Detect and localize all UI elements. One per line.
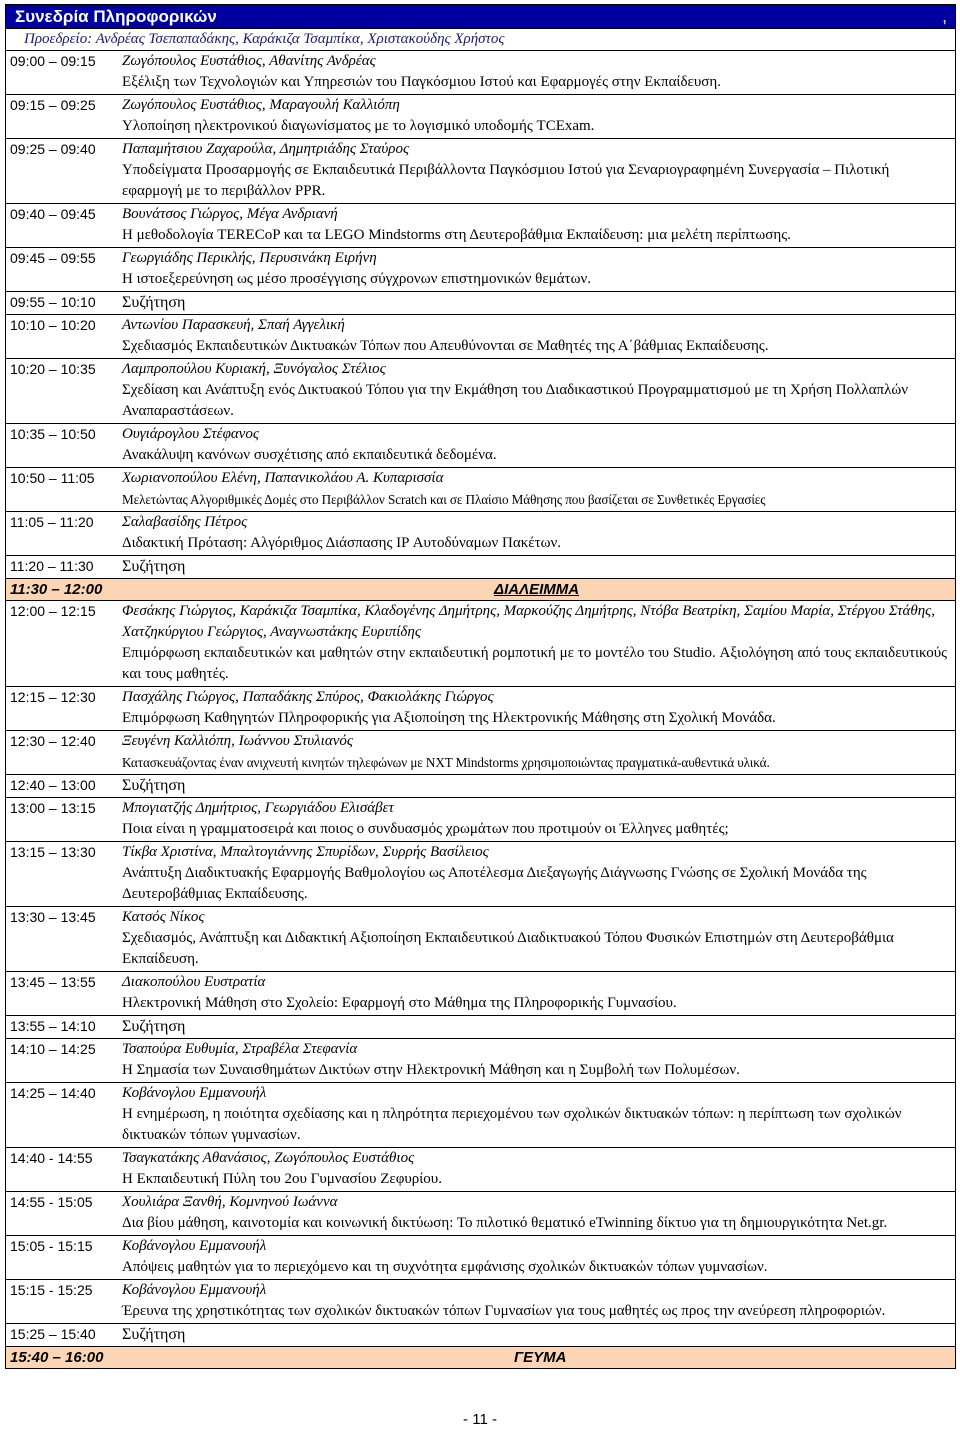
schedule-slot xyxy=(6,774,955,797)
slot-paper-title: Επιμόρφωση εκπαιδευτικών και μαθητών στην εκπαιδευτική ρομποτική με το μοντέλο του Studio. Αξιολόγηση από τους εκπαιδευτικούς και τους μαθητές. xyxy=(122,645,948,682)
schedule-slot xyxy=(6,797,955,841)
slot-paper-title: Ποια είναι η γραμματοσειρά και ποιος ο συνδυασμός χρωμάτων που προτιμούν οι Έλληνες μαθητές; xyxy=(122,821,729,837)
slot-authors: Ζωγόπουλος Ευστάθιος, Μαραγουλή Καλλιόπη xyxy=(122,97,400,113)
slot-time: 12:40 – 13:00 xyxy=(10,777,96,793)
slot-paper-title: Η μεθοδολογία TERECoP και τα LEGO Mindstorms στη Δευτεροβάθμια Εκπαίδευση: μια μελέτη περίπτωσης. xyxy=(122,227,791,243)
slot-paper-title: Μελετώντας Αλγοριθμικές Δομές στο Περιβάλλον Scratch και σε Πλαίσιο Μάθησης που βασίζεται σε Συνθετικές Εργασίες xyxy=(122,492,766,507)
slot-authors: Κοβάνογλου Εμμανουήλ xyxy=(122,1238,267,1254)
slot-authors: Τσαγκατάκης Αθανάσιος, Ζωγόπουλος Ευστάθιος xyxy=(122,1150,415,1166)
lunch-time: 15:40 – 16:00 xyxy=(10,1349,104,1366)
slot-time: 09:45 – 09:55 xyxy=(10,250,96,266)
slot-content xyxy=(122,972,955,1014)
slots-morning xyxy=(6,50,955,578)
lunch-label: ΓΕΥΜΑ xyxy=(514,1349,567,1366)
slot-paper-title: Κατασκευάζοντας έναν ανιχνευτή κινητών τηλεφώνων με NXT Mindstorms χρησιμοποιώντας πραγματικά-αυθεντικά υλικά. xyxy=(122,755,770,770)
discussion-label: Συζήτηση xyxy=(122,1326,186,1343)
slot-content xyxy=(122,601,955,685)
slot-time: 09:00 – 09:15 xyxy=(10,53,96,69)
schedule-slot xyxy=(6,1279,955,1323)
slot-paper-title: Σχεδιασμός Εκπαιδευτικών Δικτυακών Τόπων που Απευθύνονται σε Μαθητές της Α΄βάθμιας Εκπαίδευσης. xyxy=(122,338,769,354)
slot-paper-title: Η Εκπαιδευτική Πύλη του 2ου Γυμνασίου Ζεφυρίου. xyxy=(122,1171,442,1187)
slot-content xyxy=(122,1083,955,1146)
schedule-slot xyxy=(6,291,955,314)
slot-authors: Ζωγόπουλος Ευστάθιος, Αθανίτης Ανδρέας xyxy=(122,53,376,69)
schedule-slot xyxy=(6,1038,955,1082)
schedule-slot xyxy=(6,1323,955,1346)
slot-time: 09:55 – 10:10 xyxy=(10,294,96,310)
slot-time: 14:10 – 14:25 xyxy=(10,1041,96,1057)
slot-time: 11:05 – 11:20 xyxy=(10,514,94,530)
program-table xyxy=(5,4,956,1369)
slot-authors: Κοβάνογλου Εμμανουήλ xyxy=(122,1085,267,1101)
slot-authors: Σαλαβασίδης Πέτρος xyxy=(122,514,248,530)
slot-content xyxy=(122,556,955,577)
slot-authors: Διακοπούλου Ευστρατία xyxy=(122,974,266,990)
slot-paper-title: Ανακάλυψη κανόνων συσχέτισης από εκπαιδευτικά δεδομένα. xyxy=(122,447,497,463)
slot-authors: Μπογιατζής Δημήτριος, Γεωργιάδου Ελισάβετ xyxy=(122,800,394,816)
schedule-slot xyxy=(6,314,955,358)
slot-content xyxy=(122,139,955,202)
schedule-slot xyxy=(6,511,955,555)
slot-content xyxy=(122,1016,955,1037)
schedule-slot xyxy=(6,600,955,686)
schedule-slot xyxy=(6,1082,955,1147)
slot-authors: Πασχάλης Γιώργος, Παπαδάκης Σπύρος, Φακιολάκης Γιώργος xyxy=(122,689,494,705)
slot-time: 12:00 – 12:15 xyxy=(10,603,96,619)
slot-content xyxy=(122,775,955,796)
slot-content xyxy=(122,842,955,905)
break-time: 11:30 – 12:00 xyxy=(10,581,103,598)
slot-paper-title: Υλοποίηση ηλεκτρονικού διαγωνίσματος με το λογισμικό υποδομής TCExam. xyxy=(122,118,595,134)
slots-afternoon xyxy=(6,600,955,1346)
schedule-slot xyxy=(6,555,955,578)
schedule-slot xyxy=(6,247,955,291)
slot-paper-title: Υποδείγματα Προσαρμογής σε Εκπαιδευτικά Περιβάλλοντα Παγκόσμιου Ιστού για Σεναριογραφημένη Συνεργασία – Πιλοτική εφαρμογή με το περιβάλλον PPR. xyxy=(122,162,890,199)
schedule-slot xyxy=(6,1147,955,1191)
schedule-slot xyxy=(6,971,955,1015)
slot-content xyxy=(122,292,955,313)
slot-paper-title: Η ενημέρωση, η ποιότητα σχεδίασης και η πληρότητα περιεχομένου των σχολικών δικτυακών τόπων: η περίπτωση των σχολικών δικτυακών τόπων γυμνασίων. xyxy=(122,1106,902,1143)
slot-authors: Ξευγένη Καλλιόπη, Ιωάννου Στυλιανός xyxy=(122,733,353,749)
slot-paper-title: Σχεδιασμός, Ανάπτυξη και Διδακτική Αξιοποίηση Εκπαιδευτικού Διαδικτυακού Τόπου Φυσικών Επιστημών στη Δευτεροβάθμια Εκπαίδευση. xyxy=(122,930,894,967)
slot-content xyxy=(122,468,955,510)
slot-content xyxy=(122,315,955,357)
slot-time: 09:40 – 09:45 xyxy=(10,206,96,222)
slot-content xyxy=(122,731,955,773)
slot-authors: Χωριανοπούλου Ελένη, Παπανικολάου Α. Κυπαρισσία xyxy=(122,470,444,486)
slot-authors: Κοβάνογλου Εμμανουήλ xyxy=(122,1282,267,1298)
discussion-label: Συζήτηση xyxy=(122,294,186,311)
slot-paper-title: Δια βίου μάθηση, καινοτομία και κοινωνική δικτύωση: Το πιλοτικό θεματικό eTwinning δίκτυο για τη δημιουργικότητα Net.gr. xyxy=(122,1215,888,1231)
schedule-slot xyxy=(6,203,955,247)
slot-time: 09:15 – 09:25 xyxy=(10,97,96,113)
slot-content xyxy=(122,907,955,970)
slot-content xyxy=(122,204,955,246)
session-chairs: Προεδρείο: Ανδρέας Τσεπαπαδάκης, Καράκιζα Τσαμπίκα, Χριστακούδης Χρήστος xyxy=(6,28,955,50)
slot-time: 13:45 – 13:55 xyxy=(10,974,96,990)
slot-time: 15:15 - 15:25 xyxy=(10,1282,93,1298)
schedule-slot xyxy=(6,1015,955,1038)
lunch-row xyxy=(6,1346,955,1369)
slot-content xyxy=(122,1324,955,1345)
slot-content xyxy=(122,424,955,466)
slot-time: 11:20 – 11:30 xyxy=(10,558,94,574)
slot-time: 13:00 – 13:15 xyxy=(10,800,96,816)
slot-paper-title: Σχεδίαση και Ανάπτυξη ενός Δικτυακού Τόπου για την Εκμάθηση του Διαδικαστικού Προγραμματισμού με τη Χρήση Πολλαπλών Αναπαραστάσεων. xyxy=(122,382,909,419)
slot-paper-title: Η Σημασία των Συναισθημάτων Δικτύων στην Ηλεκτρονική Μάθηση και η Συμβολή των Πολυμέσων. xyxy=(122,1062,740,1078)
schedule-slot xyxy=(6,1191,955,1235)
slot-time: 14:25 – 14:40 xyxy=(10,1085,96,1101)
slot-authors: Χουλιάρα Ξανθή, Κομνηνού Ιωάννα xyxy=(122,1194,338,1210)
slot-time: 09:25 – 09:40 xyxy=(10,141,96,157)
schedule-slot xyxy=(6,467,955,511)
slot-authors: Βουνάτσος Γιώργος, Μέγα Ανδριανή xyxy=(122,206,338,222)
slot-time: 12:30 – 12:40 xyxy=(10,733,96,749)
slot-content xyxy=(122,359,955,422)
slot-paper-title: Διδακτική Πρόταση: Αλγόριθμος Διάσπασης IP Αυτοδύναμων Πακέτων. xyxy=(122,535,562,551)
slot-authors: Λαμπροπούλου Κυριακή, Ξυνόγαλος Στέλιος xyxy=(122,361,386,377)
schedule-slot xyxy=(6,138,955,203)
slot-paper-title: Εξέλιξη των Τεχνολογιών και Υπηρεσιών του Παγκόσμιου Ιστού και Εφαρμογές στην Εκπαίδευση. xyxy=(122,74,721,90)
slot-content xyxy=(122,1148,955,1190)
slot-content xyxy=(122,1192,955,1234)
slot-authors: Τίκβα Χριστίνα, Μπαλτογιάννης Σπυρίδων, Συρρής Βασίλειος xyxy=(122,844,489,860)
break-row xyxy=(6,578,955,600)
slot-time: 10:10 – 10:20 xyxy=(10,317,96,333)
slot-content xyxy=(122,1236,955,1278)
slot-paper-title: Έρευνα της χρηστικότητας των σχολικών δικτυακών τόπων Γυμνασίων για τους μαθητές ως προς την ανεύρεση πληροφοριών. xyxy=(122,1303,886,1319)
slot-authors: Ουγιάρογλου Στέφανος xyxy=(122,426,260,442)
schedule-slot xyxy=(6,730,955,774)
break-label: ΔΙΑΛΕΙΜΜΑ xyxy=(494,581,580,598)
slot-authors: Παπαμήτσιου Ζαχαρούλα, Δημητριάδης Σταύρος xyxy=(122,141,410,157)
session-title-mark: , xyxy=(942,7,947,26)
slot-time: 15:05 - 15:15 xyxy=(10,1238,93,1254)
schedule-slot xyxy=(6,50,955,94)
slot-content xyxy=(122,95,955,137)
slot-authors: Τσαπούρα Ευθυμία, Στραβέλα Στεφανία xyxy=(122,1041,358,1057)
slot-time: 13:15 – 13:30 xyxy=(10,844,96,860)
session-title: Συνεδρία Πληροφορικών xyxy=(15,7,217,26)
slot-content xyxy=(122,51,955,93)
page-number: - 11 - xyxy=(463,1411,497,1428)
slot-time: 14:55 - 15:05 xyxy=(10,1194,93,1210)
slot-authors: Κατσός Νίκος xyxy=(122,909,205,925)
slot-content xyxy=(122,798,955,840)
discussion-label: Συζήτηση xyxy=(122,558,186,575)
slot-paper-title: Η ιστοεξερεύνηση ως μέσο προσέγγισης σύγχρονων επιστημονικών θεμάτων. xyxy=(122,271,591,287)
schedule-slot xyxy=(6,358,955,423)
session-title-bar xyxy=(6,4,955,28)
schedule-slot xyxy=(6,94,955,138)
slot-content xyxy=(122,1280,955,1322)
slot-time: 10:50 – 11:05 xyxy=(10,470,95,486)
slot-authors: Φεσάκης Γιώργιος, Καράκιζα Τσαμπίκα, Κλαδογένης Δημήτρης, Μαρκούζης Δημήτρης, Ντόβα Βεατρίκη, Σαμίου Μαρία, Στέργου Στάθης, Χατζηκύργιου Γεώργιος, Αναγνωστάκης Ευριπίδης xyxy=(122,603,935,640)
slot-authors: Γεωργιάδης Περικλής, Περυσινάκη Ειρήνη xyxy=(122,250,377,266)
schedule-slot xyxy=(6,906,955,971)
slot-content xyxy=(122,687,955,729)
discussion-label: Συζήτηση xyxy=(122,1018,186,1035)
slot-time: 10:20 – 10:35 xyxy=(10,361,96,377)
slot-paper-title: Επιμόρφωση Καθηγητών Πληροφορικής για Αξιοποίηση της Ηλεκτρονικής Μάθησης στη Σχολική Μονάδα. xyxy=(122,710,776,726)
slot-time: 13:55 – 14:10 xyxy=(10,1018,96,1034)
slot-content xyxy=(122,248,955,290)
slot-authors: Αντωνίου Παρασκευή, Σπαή Αγγελική xyxy=(122,317,345,333)
slot-time: 10:35 – 10:50 xyxy=(10,426,96,442)
slot-time: 14:40 - 14:55 xyxy=(10,1150,93,1166)
slot-paper-title: Ηλεκτρονική Μάθηση στο Σχολείο: Εφαρμογή στο Μάθημα της Πληροφορικής Γυμνασίου. xyxy=(122,995,677,1011)
slot-content xyxy=(122,1039,955,1081)
slot-paper-title: Απόψεις μαθητών για το περιεχόμενο και τη συχνότητα εμφάνισης σχολικών δικτυακών τόπων γυμνασίων. xyxy=(122,1259,768,1275)
schedule-slot xyxy=(6,423,955,467)
discussion-label: Συζήτηση xyxy=(122,777,186,794)
schedule-slot xyxy=(6,686,955,730)
schedule-slot xyxy=(6,841,955,906)
slot-time: 13:30 – 13:45 xyxy=(10,909,96,925)
schedule-slot xyxy=(6,1235,955,1279)
slot-paper-title: Ανάπτυξη Διαδικτυακής Εφαρμογής Βαθμολογίου ως Αποτέλεσμα Διεξαγωγής Διάγνωσης Γνώσης σε Σχολική Μονάδα της Δευτεροβάθμιας Εκπαίδευσης. xyxy=(122,865,867,902)
slot-time: 12:15 – 12:30 xyxy=(10,689,96,705)
slot-time: 15:25 – 15:40 xyxy=(10,1326,96,1342)
slot-content xyxy=(122,512,955,554)
